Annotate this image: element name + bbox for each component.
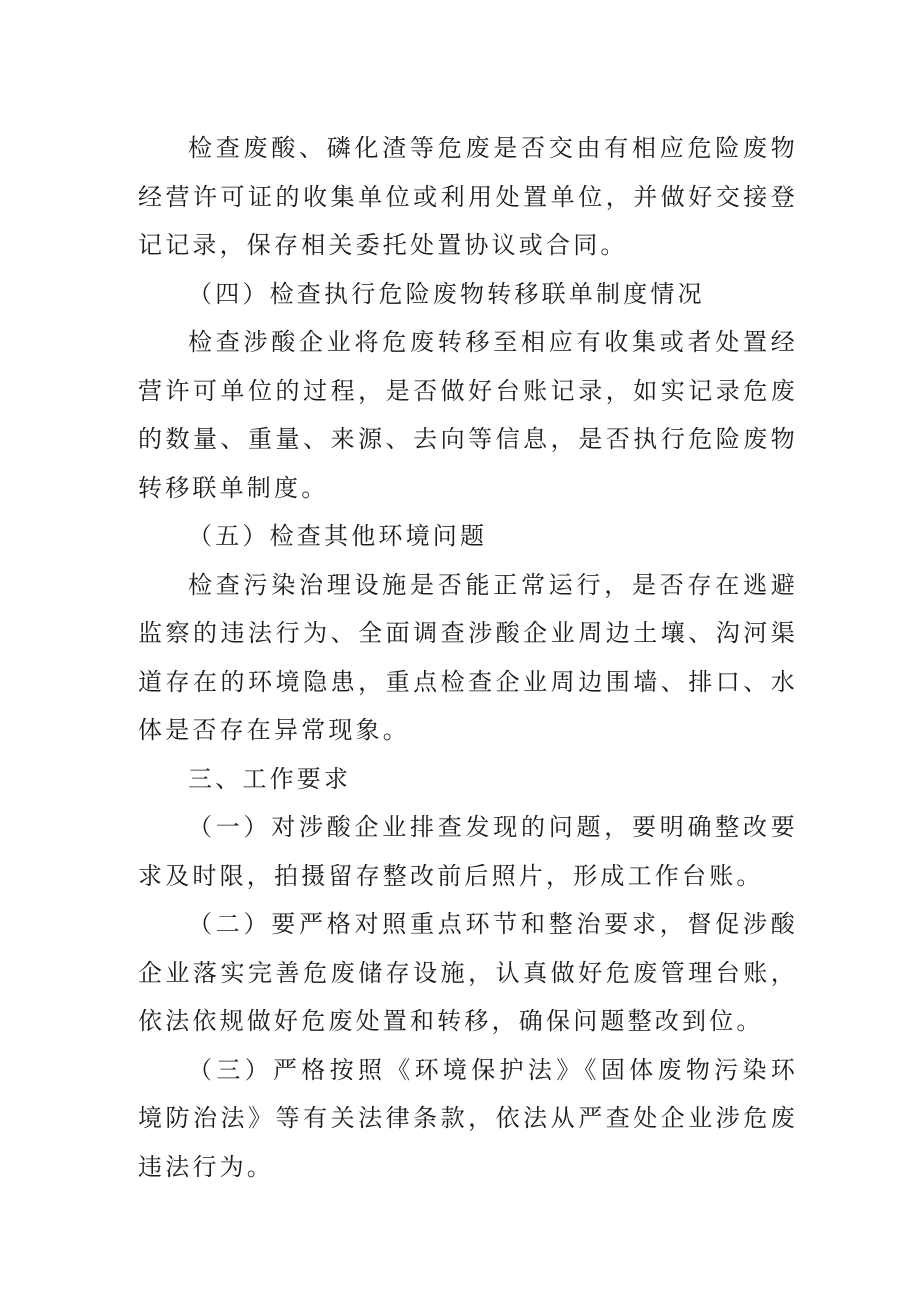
paragraph-requirement-1: （一）对涉酸企业排查发现的问题，要明确整改要求及时限，拍摄留存整改前后照片，形成工作台账。 [138, 813, 798, 890]
document-body [138, 124, 798, 1191]
paragraph-other-issues: 检查污染治理设施是否能正常运行，是否存在逃避监察的违法行为、全面调查涉酸企业周边土壤、沟河渠道存在的环境隐患，重点检查企业周边围墙、排口、水体是否存在异常现象。 [138, 570, 798, 744]
heading-section-5: （五）检查其他环境问题 [188, 522, 488, 550]
heading-work-requirements: 三、工作要求 [188, 764, 352, 793]
heading-section-4: （四）检查执行危险废物转移联单制度情况 [188, 279, 705, 308]
paragraph-requirement-2: （二）要严格对照重点环节和整治要求，督促涉酸企业落实完善危废储存设施，认真做好危废管理台账，依法依规做好危废处置和转移，确保问题整改到位。 [138, 910, 798, 1035]
paragraph-hazardous-waste-transfer: 检查废酸、磷化渣等危废是否交由有相应危险废物经营许可证的收集单位或利用处置单位，并做好交接登记记录，保存相关委托处置协议或合同。 [138, 134, 798, 259]
paragraph-requirement-3: （三）严格按照《环境保护法》《固体废物污染环境防治法》等有关法律条款，依法从严查处企业涉危废违法行为。 [138, 1055, 798, 1181]
paragraph-transfer-ledger: 检查涉酸企业将危废转移至相应有收集或者处置经营许可单位的过程，是否做好台账记录，如实记录危废的数量、重量、来源、去向等信息，是否执行危险废物转移联单制度。 [138, 328, 798, 502]
